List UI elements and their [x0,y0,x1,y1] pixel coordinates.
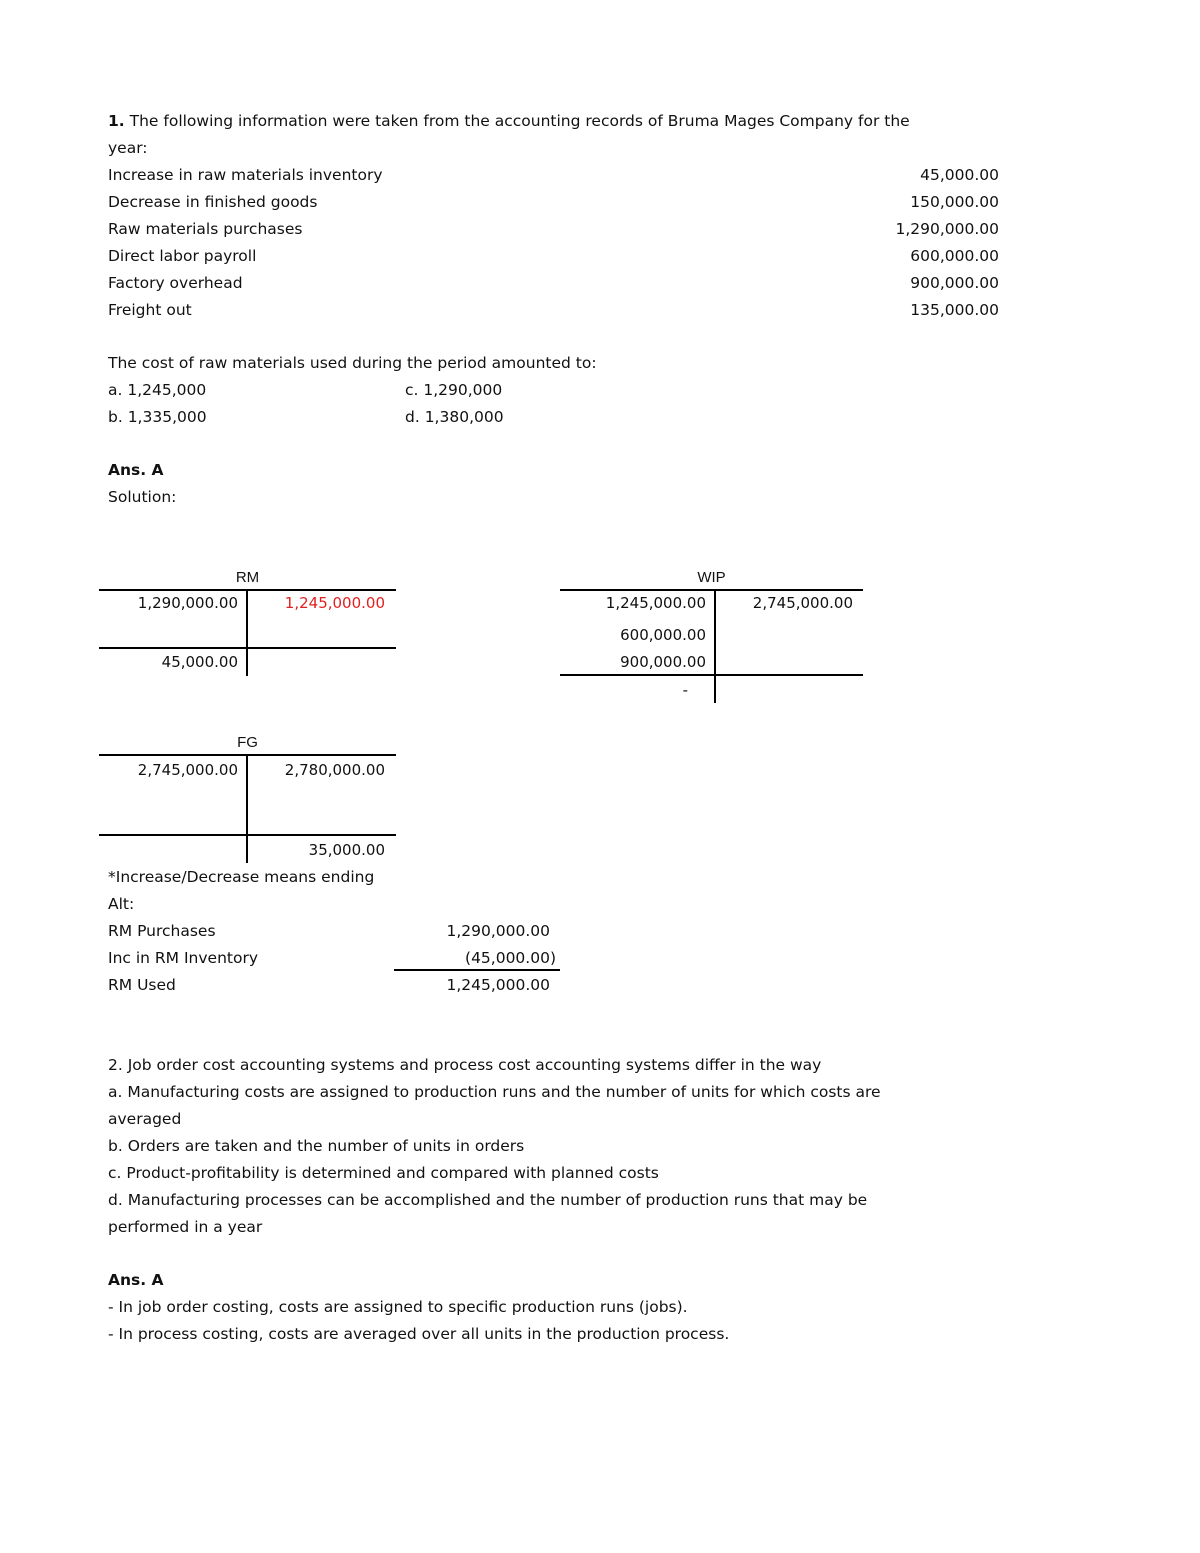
t-account-divider [246,590,248,676]
t-account-title: FG [237,734,258,751]
t-account-balance-rule [99,647,396,649]
q2-choice-b: b. Orders are taken and the number of units in orders [108,1137,525,1155]
alt-row-label: Inc in RM Inventory [108,949,259,967]
q1-choice-d: d. 1,380,000 [405,408,504,426]
q1-item-value: 45,000.00 [920,166,999,184]
t-account-balance-rule [99,834,396,836]
t-account-balance: - [682,681,688,699]
t-account-balance-rule [560,674,863,676]
q1-note: *Increase/Decrease means ending [108,868,375,886]
t-account-debit: 1,290,000.00 [137,594,238,612]
q1-choice-b: b. 1,335,000 [108,408,207,426]
alt-row-value: 1,245,000.00 [446,976,550,994]
q1-item-label: Increase in raw materials inventory [108,166,383,184]
q2-choice-c: c. Product-profitability is determined and compared with planned costs [108,1164,659,1182]
q1-choice-a: a. 1,245,000 [108,381,207,399]
q1-item-label: Factory overhead [108,274,243,292]
q2-choice-a-line2: averaged [108,1110,182,1128]
alt-row-value: 1,290,000.00 [446,922,550,940]
t-account-title: WIP [697,569,726,586]
q2-choice-d-line2: performed in a year [108,1218,263,1236]
q1-question: The cost of raw materials used during the period amounted to: [108,354,597,372]
q2-choice-a-line1: a. Manufacturing costs are assigned to production runs and the number of units for which costs are [108,1083,881,1101]
q1-answer: Ans. A [108,461,164,479]
q1-number: 1. [108,112,125,130]
q1-item-label: Raw materials purchases [108,220,303,238]
t-account-divider [246,755,248,863]
q2-explanation-line: - In job order costing, costs are assigned to specific production runs (jobs). [108,1298,688,1316]
q1-intro-text: The following information were taken from the accounting records of Bruma Mages Company for the [129,112,910,130]
q2-question: 2. Job order cost accounting systems and process cost accounting systems differ in the way [108,1056,822,1074]
q1-item-label: Decrease in finished goods [108,193,318,211]
t-account-divider [714,590,716,703]
q1-item-value: 900,000.00 [910,274,999,292]
t-account-credit: 2,780,000.00 [284,761,385,779]
t-account-debit: 1,245,000.00 [605,594,706,612]
alt-row-label: RM Used [108,976,176,994]
q1-item-label: Freight out [108,301,192,319]
alt-label: Alt: [108,895,135,913]
q1-item-value: 1,290,000.00 [895,220,999,238]
t-account-top-rule [560,589,863,591]
q1-intro-line1 [108,111,910,131]
q1-solution-label: Solution: [108,488,177,506]
q1-item-label: Direct labor payroll [108,247,257,265]
t-account-credit: 2,745,000.00 [752,594,853,612]
q2-explanation-line: - In process costing, costs are averaged over all units in the production process. [108,1325,730,1343]
t-account-balance: 35,000.00 [308,841,385,859]
q1-item-value: 135,000.00 [910,301,999,319]
q2-answer: Ans. A [108,1271,164,1289]
q1-item-value: 150,000.00 [910,193,999,211]
alt-row-value: (45,000.00) [465,949,556,967]
q1-intro-line2: year: [108,139,148,157]
t-account-balance: 45,000.00 [161,653,238,671]
t-account-debit: 600,000.00 [620,626,706,644]
alt-total-rule [394,969,560,971]
t-account-debit: 900,000.00 [620,653,706,671]
q1-item-value: 600,000.00 [910,247,999,265]
t-account-title: RM [235,569,260,586]
alt-row-label: RM Purchases [108,922,216,940]
q2-choice-d-line1: d. Manufacturing processes can be accomplished and the number of production runs that may be [108,1191,868,1209]
q1-choice-c: c. 1,290,000 [405,381,503,399]
t-account-credit-highlight: 1,245,000.00 [284,594,385,612]
t-account-debit: 2,745,000.00 [137,761,238,779]
